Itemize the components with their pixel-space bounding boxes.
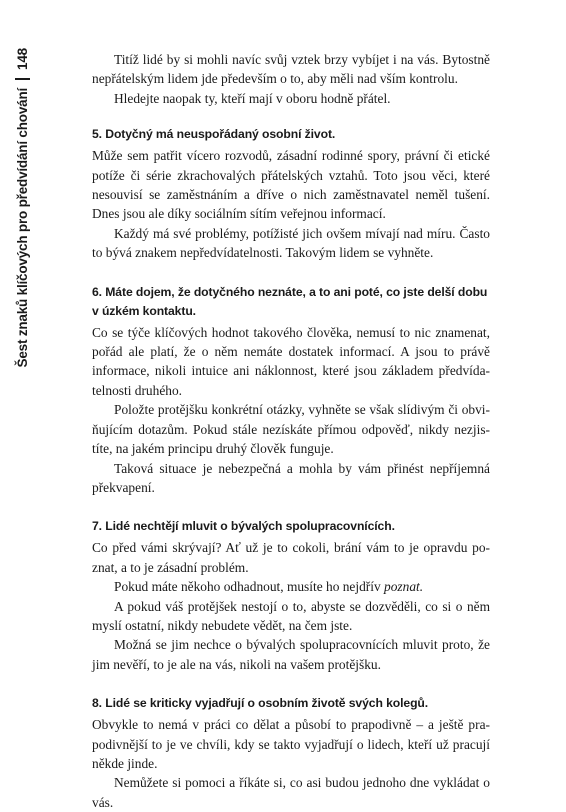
paragraph-text: Pokud máte někoho odhadnout, musíte ho nejdřív <box>114 579 381 595</box>
paragraph: Položte protějšku konkrétní otázky, vyhněte se však slídivým či obviňujícím dotazům. Pokud stále nezískáte přímou odpověď, nikdy nezjistíte, na jakém principu druhý člověk funguje. <box>92 402 490 457</box>
section-heading-5: 5. Dotyčný má neuspořádaný osobní život. <box>92 127 336 142</box>
paragraph: Obvykle to nemá v práci co dělat a působí to prapodivně – a ještě prapodivnější to je ve chvíli, kdy se takto vyjadřují o lidech, kteří už pracují někde jinde. <box>92 717 490 771</box>
chapter-title: Šest znaků klíčových pro předvídání chování <box>14 87 30 368</box>
running-head <box>9 48 35 703</box>
page-number: 148 <box>14 48 30 70</box>
body-text <box>92 50 490 812</box>
section-heading-8: 8. Lidé se kriticky vyjadřují o osobním životě svých kolegů. <box>92 696 429 711</box>
intro-paragraph: Titíž lidé by si mohli navíc svůj vztek brzy vybíjet i na vás. Bytostně nepřátelským lidem jde především o to, aby měli nad vším kontrolu. <box>92 52 490 87</box>
paragraph: Co se týče klíčových hodnot takového člověka, nemusí to nic znamenat, pořád ale platí, že o něm nemáte dostatek informací. A jsou to právě informace, nikoli intuice ani náklonnost, které jsou základem předvídatelnosti druhého. <box>92 324 490 398</box>
section-heading-6: 6. Máte dojem, že dotyčného neznáte, a to ani poté, co jste delší dobu v úzkém kontaktu. <box>92 284 488 318</box>
paragraph: Nemůžete si pomoci a říkáte si, co asi budou jednoho dne vykládat o vás. <box>92 775 490 810</box>
emphasis-text: poznat. <box>384 579 424 595</box>
intro-paragraph: Hledejte naopak ty, kteří mají v oboru hodně přátel. <box>114 90 391 106</box>
paragraph: A pokud váš protějšek nestojí o to, abyste se dozvěděli, co si o něm myslí ostatní, nikdy nebudete vědět, na čem jste. <box>92 598 490 633</box>
paragraph: Může sem patřit vícero rozvodů, zásadní rodinné spory, právní či etické potíže či série zkrachovalých přátelských vztahů. Toto jsou věci, které nesouvisí se zaměstnáním a dříve o nich zaměstnavatel neměl tušení. Dnes jsou ale díky sociálním sítím veřejnou informací. <box>92 148 490 222</box>
paragraph: Možná se jim nechce o bývalých spolupracovnících mluvit proto, že jim nevěří, to je ale na vás, nikoli na vašem protějšku. <box>92 637 490 672</box>
paragraph <box>92 577 490 596</box>
section-heading-7: 7. Lidé nechtějí mluvit o bývalých spolupracovnících. <box>92 519 395 534</box>
running-head-separator <box>15 78 30 80</box>
paragraph: Každý má své problémy, potížisté jich ovšem mívají nad míru. Často to bývá znakem nepředvídatelnosti. Takovým lidem se vyhněte. <box>92 225 490 261</box>
paragraph: Co před vámi skrývají? Ať už je to cokoli, brání vám to je opravdu poznat, a to je zásadní problém. <box>92 540 490 575</box>
paragraph: Taková situace je nebezpečná a mohla by vám přinést nepříjemná překvapení. <box>92 460 490 495</box>
